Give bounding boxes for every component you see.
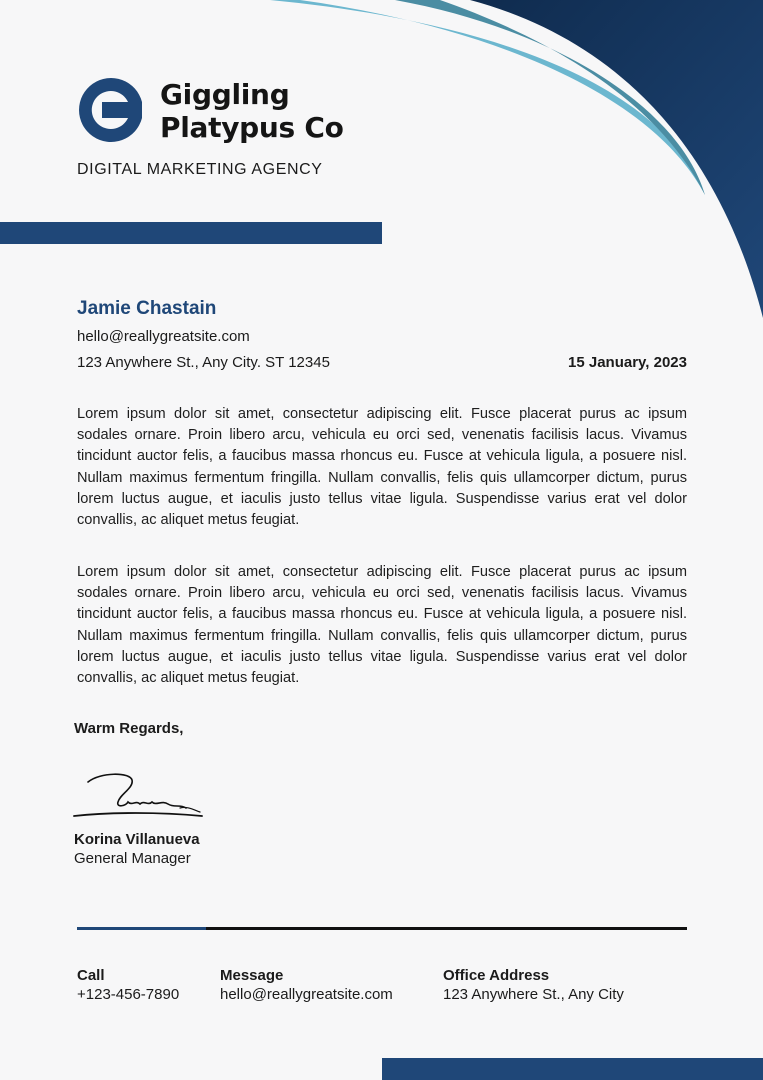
company-name-line2: Platypus Co: [160, 111, 344, 144]
footer-call-value: +123-456-7890: [77, 986, 180, 1003]
signer-name: Korina Villanueva: [74, 831, 200, 848]
signature-icon: [70, 768, 210, 824]
letter-date: 15 January, 2023: [568, 354, 687, 371]
footer-accent-bar: [382, 1058, 763, 1080]
signer-title: General Manager: [74, 850, 191, 867]
recipient-address: 123 Anywhere St., Any City. ST 12345: [77, 354, 330, 371]
g-letter-logo-icon: [76, 76, 144, 144]
closing-line: Warm Regards,: [74, 720, 184, 737]
footer-call: [77, 966, 179, 1004]
footer-message-value: hello@reallygreatsite.com: [220, 986, 393, 1003]
header-accent-bar: [0, 222, 382, 244]
footer-office-value: 123 Anywhere St., Any City: [443, 986, 624, 1003]
company-tagline: DIGITAL MARKETING AGENCY: [77, 161, 323, 178]
body-paragraph-2: Lorem ipsum dolor sit amet, consectetur adipiscing elit. Fusce placerat purus ac ipsum sodales ornare. Proin libero arcu, vehicula eu orci sed, venenatis facilisis lacus. Vivamus tincidunt auctor felis, a faucibus massa rhoncus eu. Fusce at vehicula ligula, a posuere nisl. Nullam maximus fermentum fringilla. Nullam convallis, felis quis ullamcorper dictum, purus lorem luctus augue, et iaculis justo tellus vitae ligula. Suspendisse varius erat vel dolor convallis, ac aliquet metus feugiat.: [77, 564, 687, 687]
recipient-name: Jamie Chastain: [77, 298, 217, 319]
recipient-email: hello@reallygreatsite.com: [77, 328, 250, 345]
footer-divider-accent: [77, 927, 206, 930]
company-name-line1: Giggling: [160, 78, 290, 111]
footer-office: [443, 966, 624, 1004]
footer-call-label: Call: [77, 967, 105, 984]
body-paragraph-1: Lorem ipsum dolor sit amet, consectetur adipiscing elit. Fusce placerat purus ac ipsum sodales ornare. Proin libero arcu, vehicula eu orci sed, venenatis facilisis lacus. Vivamus tincidunt auctor felis, a faucibus massa rhoncus eu. Fusce at vehicula ligula, a posuere nisl. Nullam maximus fermentum fringilla. Nullam convallis, felis quis ullamcorper dictum, purus lorem luctus augue, et iaculis justo tellus vitae ligula. Suspendisse varius erat vel dolor convallis, ac aliquet metus feugiat.: [77, 406, 687, 529]
footer-office-label: Office Address: [443, 967, 550, 984]
footer-message: [220, 966, 393, 1004]
company-name: [160, 78, 344, 144]
footer-message-label: Message: [220, 967, 284, 984]
